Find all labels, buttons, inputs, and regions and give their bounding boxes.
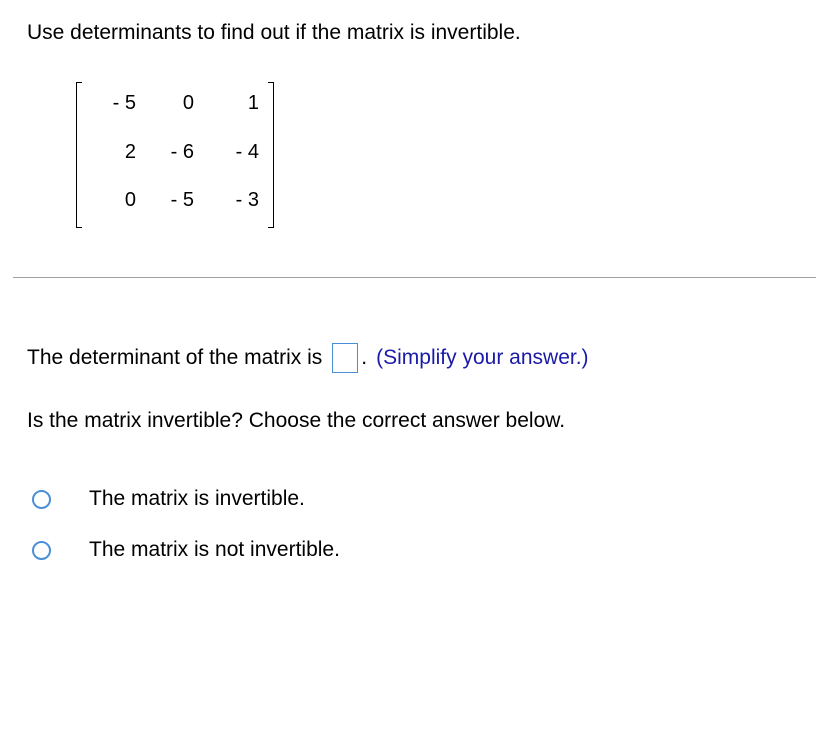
matrix-cell-r3c1: 0: [124, 189, 136, 211]
matrix-cell-r2c1: 2: [124, 141, 136, 163]
option-invertible[interactable]: [32, 485, 305, 513]
matrix-right-bracket: [268, 82, 274, 228]
radio-invertible[interactable]: [32, 490, 51, 509]
matrix-cell-r2c3: - 4: [235, 141, 259, 163]
matrix-cell-r2c2: - 6: [170, 141, 194, 163]
matrix-cell-r1c2: 0: [182, 92, 194, 114]
matrix: [76, 82, 274, 228]
determinant-answer-line: [27, 343, 589, 373]
option-invertible-label[interactable]: The matrix is invertible.: [89, 487, 305, 510]
matrix-cell-r3c2: - 5: [170, 189, 194, 211]
determinant-input[interactable]: [332, 343, 358, 373]
invertibility-question: Is the matrix invertible? Choose the correct answer below.: [27, 409, 566, 432]
determinant-label: The determinant of the matrix is: [27, 346, 323, 369]
option-not-invertible[interactable]: [32, 536, 340, 564]
question-text: Use determinants to find out if the matrix is invertible.: [27, 21, 521, 44]
determinant-period: .: [361, 346, 368, 369]
option-not-invertible-label[interactable]: The matrix is not invertible.: [89, 538, 340, 561]
simplify-hint: (Simplify your answer.): [376, 346, 589, 369]
matrix-cell-r1c1: - 5: [112, 92, 136, 114]
section-divider: [13, 277, 816, 278]
matrix-cell-r1c3: 1: [247, 92, 259, 114]
matrix-cell-r3c3: - 3: [235, 189, 259, 211]
radio-not-invertible[interactable]: [32, 541, 51, 560]
